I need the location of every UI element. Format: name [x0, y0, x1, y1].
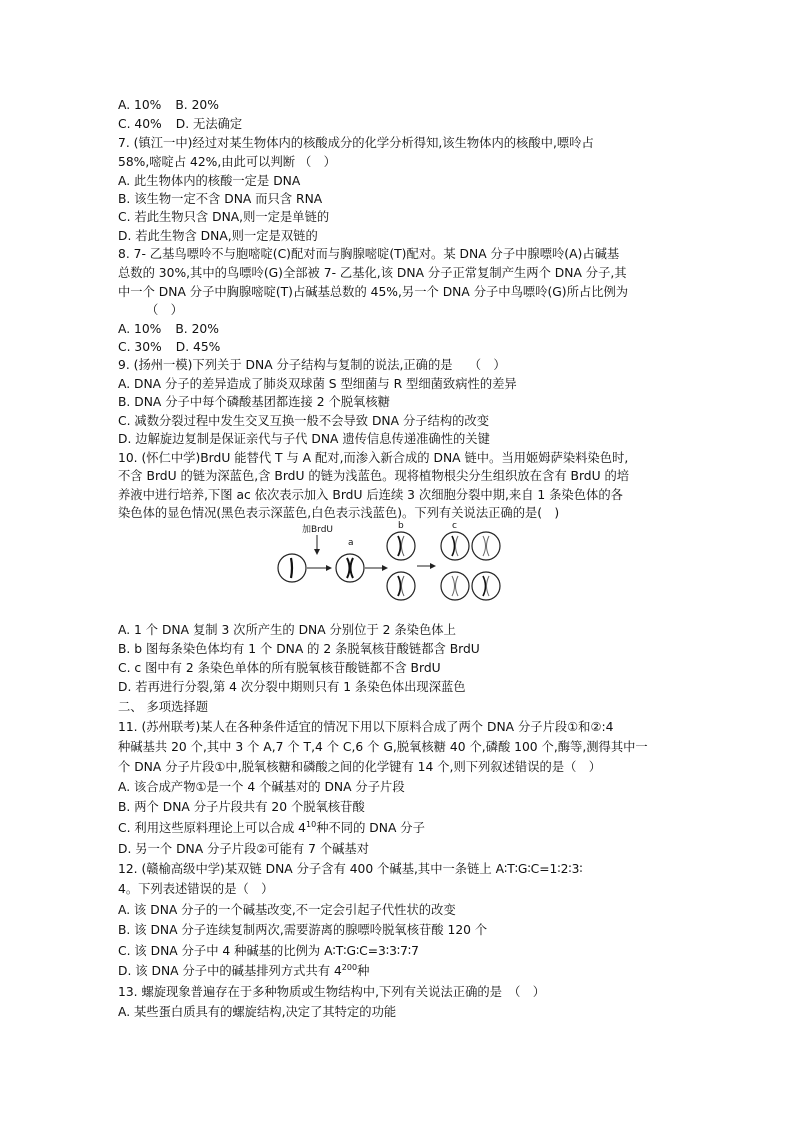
q8-stem-line1: 8. 7- 乙基鸟嘌呤不与胞嘧啶(C)配对而与胸腺嘧啶(T)配对。某 DNA 分子中腺嘌呤(A)占碱基 [118, 247, 620, 261]
q9-option-b: B. DNA 分子中每个磷酸基团都连接 2 个脱氧核糖 [118, 395, 390, 409]
q10-stem-line3: 养液中进行培养,下图 ac 依次表示加入 BrdU 后连续 3 次细胞分裂中期,来自 1 条染色体的各 [118, 488, 623, 502]
q8-options-row1 [118, 320, 678, 339]
label-c: c [452, 521, 457, 531]
q11-stem-line3: 个 DNA 分子片段①中,脱氧核糖和磷酸之间的化学键有 14 个,则下列叙述错误的是（ ） [118, 760, 602, 774]
q8-option-d: D. 45% [175, 340, 221, 354]
q12-stem-line1: 12. (赣榆高级中学)某双链 DNA 分子含有 400 个碱基,其中一条链上 A∶T∶G∶C=1∶2∶3∶ [118, 862, 583, 876]
q11-option-c: C. 利用这些原料理论上可以合成 $4^{10}$种不同的 DNA 分子 [118, 819, 425, 835]
q8-stem-line2: 总数的 30%,其中的鸟嘌呤(G)全部被 7- 乙基化,该 DNA 分子正常复制产生两个 DNA 分子,其 [118, 266, 627, 280]
q11-option-b: B. 两个 DNA 分子片段共有 20 个脱氧核苷酸 [118, 800, 365, 814]
q10-stem-line1: 10. (怀仁中学)BrdU 能替代 T 与 A 配对,而渗入新合成的 DNA 链中。当用姬姆萨染料染色时, [118, 451, 629, 465]
cell-c-1 [441, 532, 469, 560]
q9-stem: 9. (扬州一模)下列关于 DNA 分子结构与复制的说法,正确的是 （ ） [118, 358, 506, 372]
q8-stem-line4: （ ） [146, 303, 183, 317]
q7-option-d: D. 若此生物含 DNA,则一定是双链的 [118, 229, 318, 243]
q8-stem-line3: 中一个 DNA 分子中胸腺嘧啶(T)占碱基总数的 45%,另一个 DNA 分子中鸟嘌呤(G)所占比例为 [118, 285, 629, 299]
q6-options-row2 [118, 115, 678, 134]
q8-option-a: A. 10% [118, 322, 162, 336]
q7-option-b: B. 该生物一定不含 DNA 而只含 RNA [118, 192, 323, 206]
label-b: b [398, 521, 404, 531]
q11-option-d: D. 另一个 DNA 分子片段②可能有 7 个碱基对 [118, 842, 370, 856]
q10-option-c: C. c 图中有 2 条染色单体的所有脱氧核苷酸链都不含 BrdU [118, 661, 441, 675]
q7-option-c: C. 若此生物只含 DNA,则一定是单链的 [118, 210, 330, 224]
q10-option-b: B. b 图每条染色体均有 1 个 DNA 的 2 条脱氧核苷酸链都含 BrdU [118, 642, 480, 656]
q9-option-c: C. 减数分裂过程中发生交叉互换一般不会导致 DNA 分子结构的改变 [118, 414, 490, 428]
cell-a [336, 554, 364, 582]
q10-option-d: D. 若再进行分裂,第 4 次分裂中期则只有 1 条染色体出现深蓝色 [118, 680, 466, 694]
q13-stem: 13. 螺旋现象普遍存在于多种物质或生物结构中,下列有关说法正确的是 （ ） [118, 985, 546, 999]
section-heading-multiple-choice: 二、 多项选择题 [118, 700, 208, 714]
q11-option-a: A. 该合成产物①是一个 4 个碱基对的 DNA 分子片段 [118, 780, 405, 794]
cell-c-3 [441, 572, 469, 600]
cell-b-top [387, 532, 415, 560]
q9-option-d: D. 边解旋边复制是保证亲代与子代 DNA 遗传信息传递准确性的关键 [118, 432, 490, 446]
cell-c-4 [472, 572, 500, 600]
q10-option-a: A. 1 个 DNA 复制 3 次所产生的 DNA 分别位于 2 条染色体上 [118, 623, 456, 637]
q13-option-a: A. 某些蛋白质具有的螺旋结构,决定了其特定的功能 [118, 1005, 397, 1019]
q10-stem-line2: 不含 BrdU 的链为深蓝色,含 BrdU 的链为浅蓝色。现将植物根尖分生组织放在含有 BrdU 的培 [118, 469, 630, 483]
q7-stem-line1: 7. (镇江一中)经过对某生物体内的核酸成分的化学分析得知,该生物体内的核酸中,嘌呤占 [118, 136, 594, 150]
q11-stem-line2: 种碱基共 20 个,其中 3 个 A,7 个 T,4 个 C,6 个 G,脱氧核糖 40 个,磷酸 100 个,酶等,测得其中一 [118, 740, 648, 754]
q6-option-b: B. 20% [175, 98, 219, 112]
q9-option-a: A. DNA 分子的差异造成了肺炎双球菌 S 型细菌与 R 型细菌致病性的差异 [118, 377, 517, 391]
q10-stem-line4: 染色体的显色情况(黑色表示深蓝色,白色表示浅蓝色)。下列有关说法正确的是( ) [118, 506, 560, 520]
q7-stem-line2: 58%,嘧啶占 42%,由此可以判断 （ ） [118, 155, 336, 169]
q12-option-a: A. 该 DNA 分子的一个碱基改变,不一定会引起子代性状的改变 [118, 903, 456, 917]
cell-initial [278, 554, 306, 582]
q8-option-c: C. 30% [118, 340, 162, 354]
q12-option-d: D. 该 DNA 分子中的碱基排列方式共有 $4^{200}$种 [118, 962, 370, 978]
q12-option-b: B. 该 DNA 分子连续复制两次,需要游离的腺嘌呤脱氧核苷酸 120 个 [118, 923, 488, 937]
q12-option-c: C. 该 DNA 分子中 4 种碱基的比例为 A∶T∶G∶C=3∶3∶7∶7 [118, 944, 419, 958]
q8-option-b: B. 20% [175, 322, 219, 336]
brdu-chromosome-diagram [270, 520, 510, 604]
label-a: a [348, 538, 354, 548]
q12-stem-line2: 4。下列表述错误的是（ ） [118, 882, 274, 896]
add-brdu-label: 加BrdU [302, 525, 334, 535]
q6-option-c: C. 40% [118, 117, 162, 131]
cell-b-bottom [387, 572, 415, 600]
q8-options-row2 [118, 338, 678, 357]
cell-c-2 [472, 532, 500, 560]
q6-option-d: D. 无法确定 [175, 117, 243, 131]
q11-stem-line1: 11. (苏州联考)某人在各种条件适宜的情况下用以下原料合成了两个 DNA 分子片段①和②:4 [118, 720, 614, 734]
q7-option-a: A. 此生物体内的核酸一定是 DNA [118, 174, 301, 188]
q6-option-a: A. 10% [118, 98, 162, 112]
q6-options-row1 [118, 96, 678, 115]
